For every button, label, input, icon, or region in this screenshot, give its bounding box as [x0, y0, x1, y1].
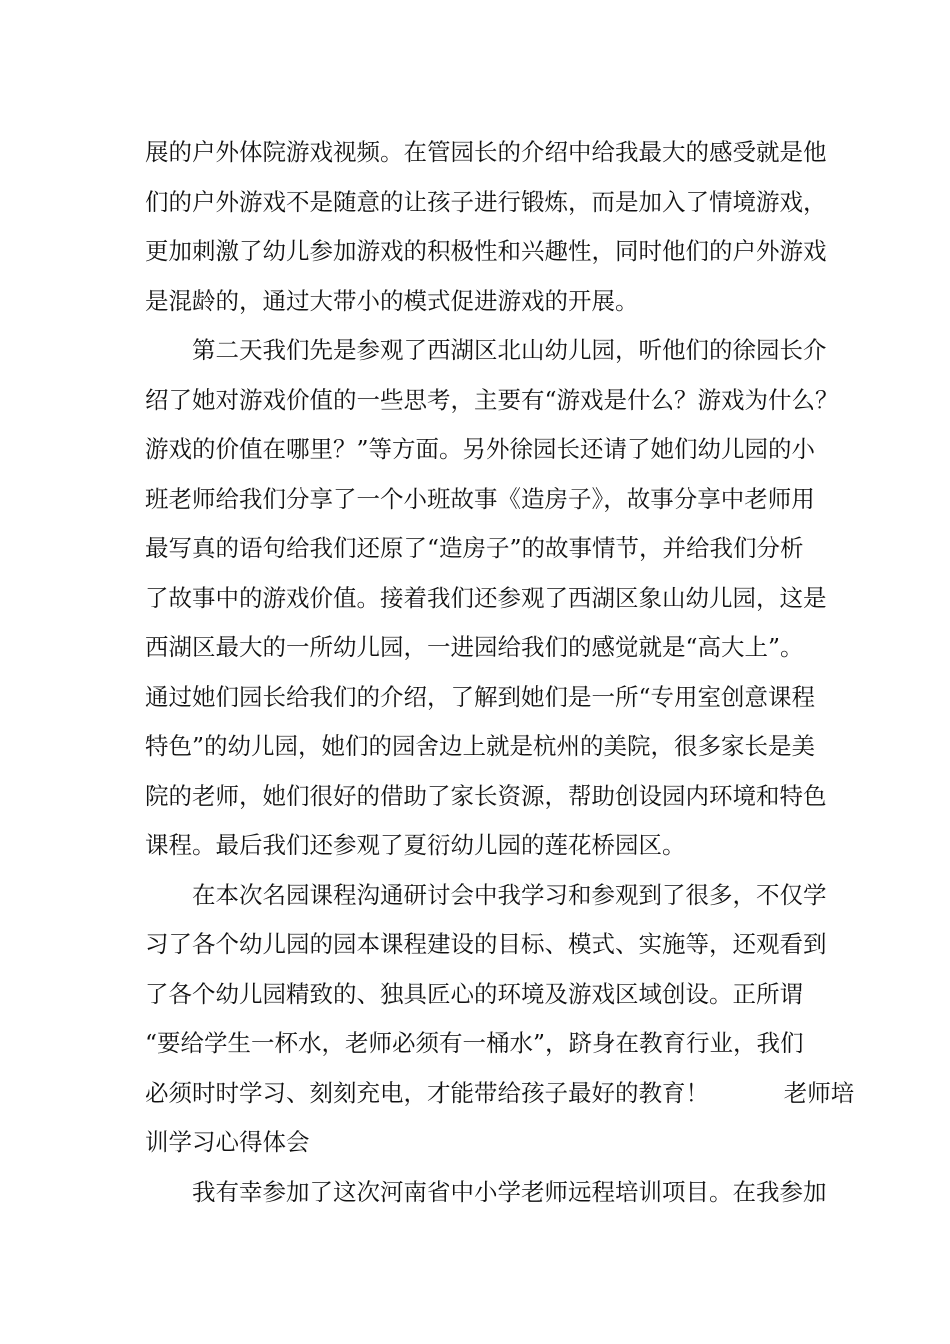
text-line: 了故事中的游戏价值。接着我们还参观了西湖区象山幼儿园，这是: [145, 583, 827, 612]
text-line: 在本次名园课程沟通研讨会中我学习和参观到了很多，不仅学: [192, 880, 827, 909]
document-body: [145, 128, 855, 1217]
text-line: 习了各个幼儿园的园本课程建设的目标、模式、实施等，还观看到: [145, 930, 827, 958]
text-line: 西湖区最大的一所幼儿园，一进园给我们的感觉就是“高大上”。: [145, 633, 804, 661]
text-line: 训学习心得体会: [145, 1128, 310, 1156]
text-line: 班老师给我们分享了一个小班故事《造房子》，故事分享中老师用: [145, 484, 815, 513]
text-line: 我有幸参加了这次河南省中小学老师远程培训项目。在我参加: [192, 1177, 827, 1206]
text-line: 们的户外游戏不是随意的让孩子进行锻炼，而是加入了情境游戏，: [145, 187, 827, 216]
text-line: 特色”的幼儿园，她们的园舍边上就是杭州的美院，很多家长是美: [145, 732, 816, 760]
text-line: 必须时时学习、刻刻充电，才能带给孩子最好的教育！ 老师培: [145, 1078, 855, 1107]
text-line: 课程。最后我们还参观了夏衍幼儿园的莲花桥园区。: [145, 831, 686, 859]
text-line: 展的户外体院游戏视频。在管园长的介绍中给我最大的感受就是他: [145, 138, 827, 166]
text-line: 游戏的价值在哪里？”等方面。另外徐园长还请了她们幼儿园的小: [145, 435, 816, 463]
text-line: 院的老师，她们很好的借助了家长资源，帮助创设园内环境和特色: [145, 781, 827, 810]
text-line: 绍了她对游戏价值的一些思考，主要有“游戏是什么？游戏为什么？: [145, 385, 839, 414]
text-line: 第二天我们先是参观了西湖区北山幼儿园，听他们的徐园长介: [192, 336, 827, 364]
text-line: “要给学生一杯水，老师必须有一桶水”，跻身在教育行业，我们: [145, 1029, 804, 1057]
text-line: 通过她们园长给我们的介绍，了解到她们是一所“专用室创意课程: [145, 682, 816, 711]
text-line: 了各个幼儿园精致的、独具匠心的环境及游戏区域创设。正所谓: [145, 979, 803, 1008]
text-line: 最写真的语句给我们还原了“造房子”的故事情节，并给我们分析: [145, 534, 804, 562]
text-line: 更加刺激了幼儿参加游戏的积极性和兴趣性，同时他们的户外游戏: [145, 237, 827, 265]
text-line: 是混龄的，通过大带小的模式促进游戏的开展。: [145, 286, 639, 315]
